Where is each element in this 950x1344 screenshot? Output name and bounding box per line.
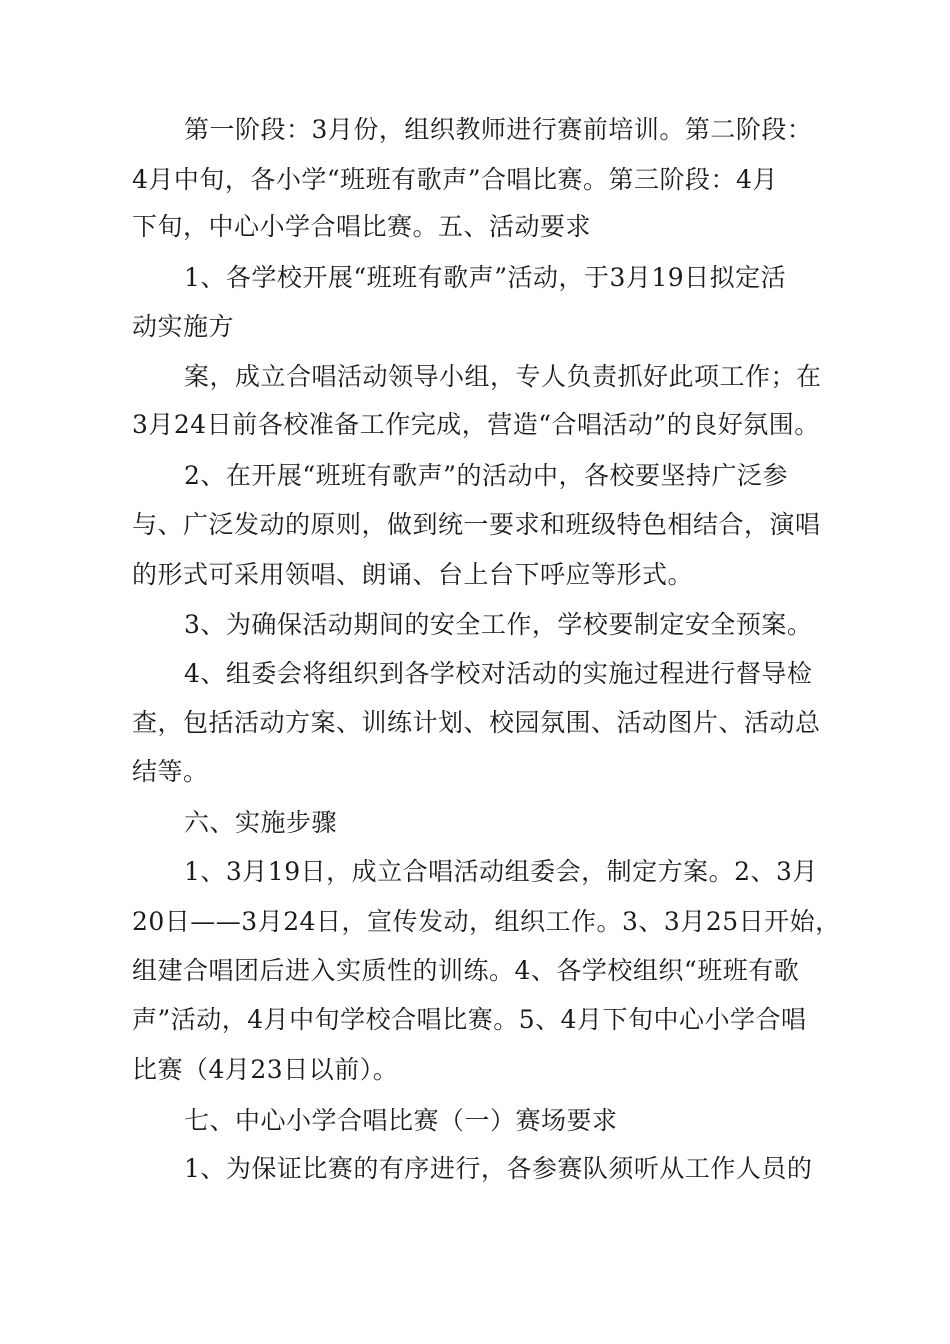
text-line: 的形式可采用领唱、朗诵、台上台下呼应等形式。 [132, 560, 694, 589]
section-heading: 六、实施步骤 [184, 808, 338, 837]
text-line: 下旬，中心小学合唱比赛。五、活动要求 [132, 212, 592, 241]
text-line: 1、为保证比赛的有序进行，各参赛队须听从工作人员的 [184, 1154, 813, 1183]
text-line: 3月24日前各校准备工作完成，营造“合唱活动”的良好氛围。 [132, 410, 820, 439]
text-line: 2、在开展“班班有歌声”的活动中，各校要坚持广泛参 [184, 461, 788, 490]
text-line: 结等。 [132, 757, 209, 786]
text-line: 第一阶段：3月份，组织教师进行赛前培训。第二阶段： [184, 115, 813, 144]
text-line: 20日——3月24日，宣传发动，组织工作。3、3月25日开始， [132, 907, 841, 936]
text-line: 4、组委会将组织到各学校对活动的实施过程进行督导检 [184, 659, 813, 688]
text-line: 1、各学校开展“班班有歌声”活动，于3月19日拟定活 [184, 263, 787, 292]
text-line: 案，成立合唱活动领导小组，专人负责抓好此项工作；在 [184, 362, 822, 391]
text-line: 1、3月19日，成立合唱活动组委会，制定方案。2、3月 [184, 857, 818, 886]
text-line: 4月中旬，各小学“班班有歌声”合唱比赛。第三阶段：4月 [132, 165, 778, 194]
text-line: 声”活动，4月中旬学校合唱比赛。5、4月下旬中心小学合唱 [132, 1005, 807, 1034]
section-heading: 七、中心小学合唱比赛（一）赛场要求 [184, 1106, 618, 1135]
text-line: 动实施方 [132, 312, 235, 341]
text-line: 比赛（4月23日以前）。 [132, 1055, 399, 1084]
text-line: 3、为确保活动期间的安全工作，学校要制定安全预案。 [184, 610, 813, 639]
text-line: 组建合唱团后进入实质性的训练。4、各学校组织“班班有歌 [132, 956, 800, 985]
text-line: 查，包括活动方案、训练计划、校园氛围、活动图片、活动总 [132, 708, 821, 737]
text-line: 与、广泛发动的原则，做到统一要求和班级特色相结合，演唱 [132, 510, 821, 539]
